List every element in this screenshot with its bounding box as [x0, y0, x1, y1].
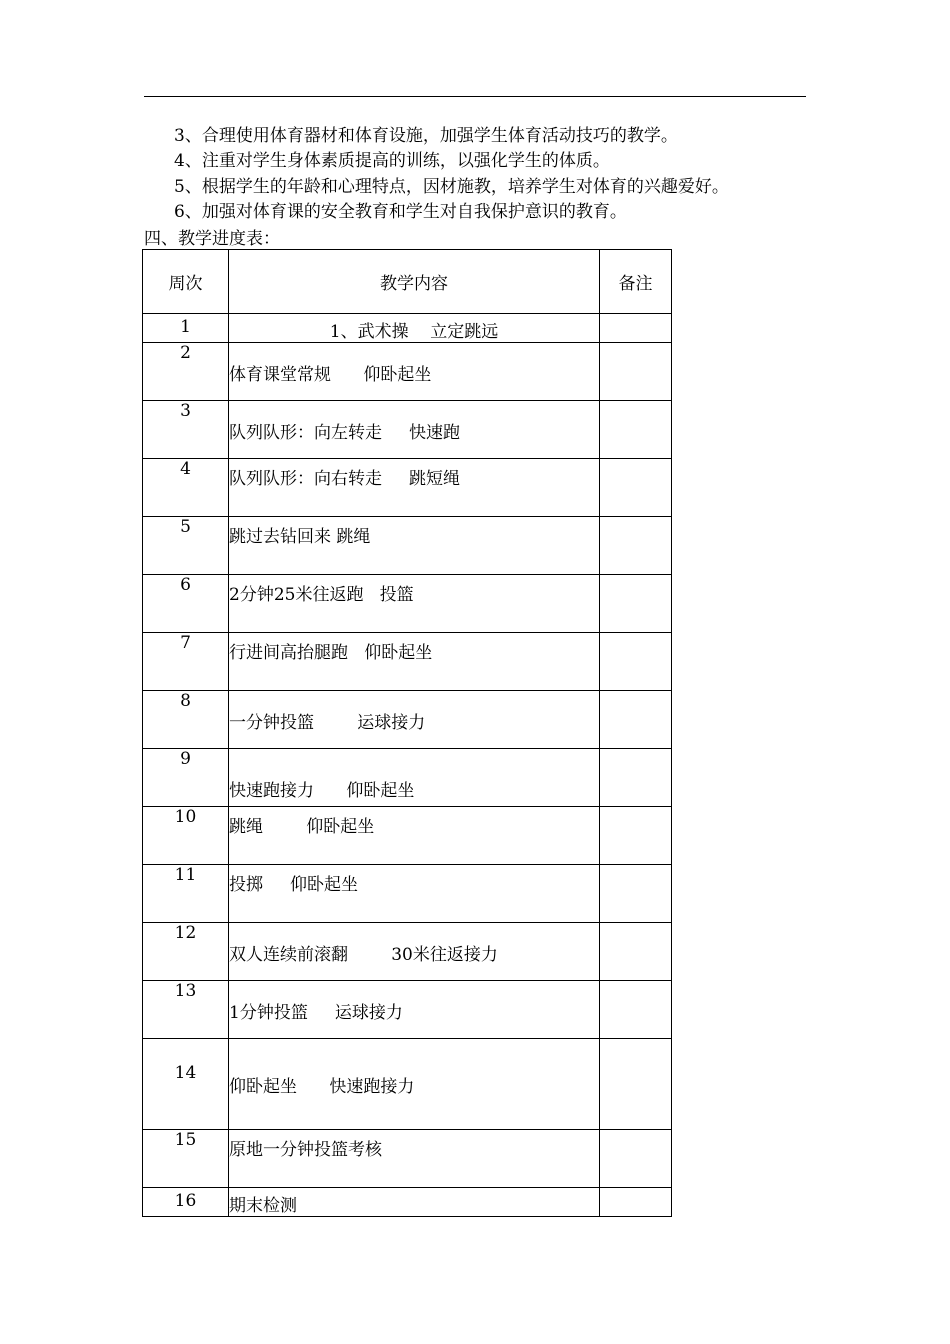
note-cell — [600, 1188, 672, 1217]
table-row — [143, 314, 672, 343]
note-cell — [600, 1039, 672, 1130]
content-cell: 期末检测 — [229, 1188, 600, 1217]
table-row — [143, 1039, 672, 1130]
table-row — [143, 981, 672, 1039]
table-row — [143, 517, 672, 575]
table-row — [143, 633, 672, 691]
content-cell: 队列队形：向右转走 跳短绳 — [229, 459, 600, 517]
note-cell — [600, 633, 672, 691]
section-heading: 四、教学进度表： — [144, 229, 280, 249]
note-cell — [600, 807, 672, 865]
schedule-table — [142, 249, 672, 1217]
table-row — [143, 749, 672, 807]
content-cell: 2分钟25米往返跑 投篮 — [229, 575, 600, 633]
note-cell — [600, 981, 672, 1039]
table-row — [143, 459, 672, 517]
content-cell: 跳过去钻回来 跳绳 — [229, 517, 600, 575]
note-cell — [600, 517, 672, 575]
header-content: 教学内容 — [229, 250, 600, 314]
table-row — [143, 807, 672, 865]
table-row — [143, 401, 672, 459]
content-cell: 双人连续前滚翻 30米往返接力 — [229, 923, 600, 981]
note-cell — [600, 314, 672, 343]
note-cell — [600, 1130, 672, 1188]
note-cell — [600, 749, 672, 807]
content-cell: 快速跑接力 仰卧起坐 — [229, 749, 600, 807]
table-row — [143, 923, 672, 981]
header-week: 周次 — [143, 250, 229, 314]
paragraph-6: 6、加强对体育课的安全教育和学生对自我保护意识的教育。 — [174, 202, 627, 222]
note-cell — [600, 401, 672, 459]
content-cell: 1分钟投篮 运球接力 — [229, 981, 600, 1039]
header-rule — [144, 96, 806, 97]
week-cell: 4 — [143, 459, 229, 517]
note-cell — [600, 691, 672, 749]
table-row — [143, 865, 672, 923]
week-cell: 16 — [143, 1188, 229, 1217]
note-cell — [600, 343, 672, 401]
content-cell: 队列队形：向左转走 快速跑 — [229, 401, 600, 459]
week-cell: 8 — [143, 691, 229, 749]
table-row — [143, 691, 672, 749]
table-header-row — [143, 250, 672, 314]
week-cell: 12 — [143, 923, 229, 981]
week-cell: 1 — [143, 314, 229, 343]
week-cell: 14 — [143, 1039, 229, 1130]
table-row — [143, 1188, 672, 1217]
week-cell: 13 — [143, 981, 229, 1039]
week-cell: 11 — [143, 865, 229, 923]
content-cell: 跳绳 仰卧起坐 — [229, 807, 600, 865]
note-cell — [600, 865, 672, 923]
week-cell: 7 — [143, 633, 229, 691]
paragraph-3: 3、合理使用体育器材和体育设施，加强学生体育活动技巧的教学。 — [174, 126, 678, 146]
content-cell: 1、武术操 立定跳远 — [229, 314, 600, 343]
week-cell: 3 — [143, 401, 229, 459]
content-cell: 体育课堂常规 仰卧起坐 — [229, 343, 600, 401]
header-note: 备注 — [600, 250, 672, 314]
paragraph-5: 5、根据学生的年龄和心理特点，因材施教，培养学生对体育的兴趣爱好。 — [174, 177, 729, 197]
note-cell — [600, 459, 672, 517]
table-row — [143, 343, 672, 401]
table-row — [143, 1130, 672, 1188]
note-cell — [600, 923, 672, 981]
note-cell — [600, 575, 672, 633]
week-cell: 6 — [143, 575, 229, 633]
table-row — [143, 575, 672, 633]
content-cell: 投掷 仰卧起坐 — [229, 865, 600, 923]
week-cell: 10 — [143, 807, 229, 865]
week-cell: 2 — [143, 343, 229, 401]
week-cell: 15 — [143, 1130, 229, 1188]
content-cell: 行进间高抬腿跑 仰卧起坐 — [229, 633, 600, 691]
paragraph-4: 4、注重对学生身体素质提高的训练，以强化学生的体质。 — [174, 151, 610, 171]
content-cell: 原地一分钟投篮考核 — [229, 1130, 600, 1188]
content-cell: 仰卧起坐 快速跑接力 — [229, 1039, 600, 1130]
content-cell: 一分钟投篮 运球接力 — [229, 691, 600, 749]
week-cell: 9 — [143, 749, 229, 807]
week-cell: 5 — [143, 517, 229, 575]
